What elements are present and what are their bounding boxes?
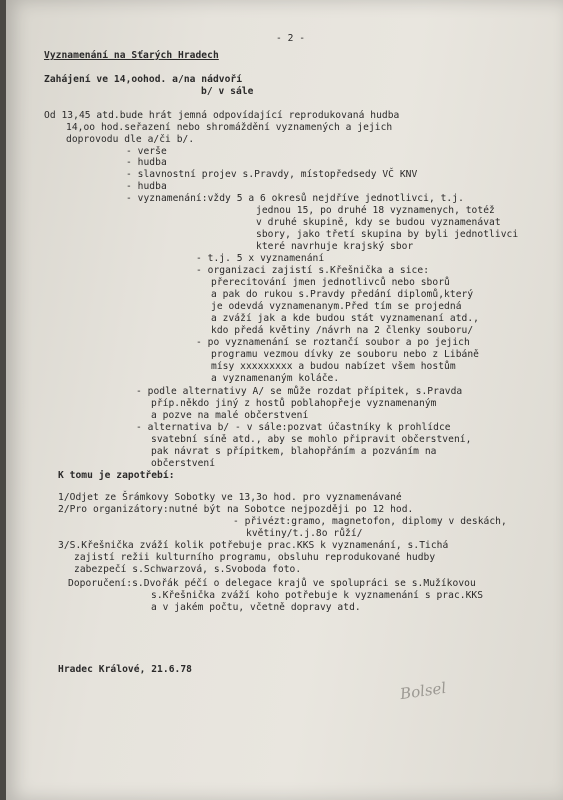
text-line: doprovodu dle a/či b/. [66, 134, 195, 145]
text-line: v druhé skupině, kdy se budou vyznamenávat [256, 217, 501, 228]
list-item: - organizaci zajistí s.Křešnička a sice: [196, 265, 430, 276]
list-item: - hudba [126, 157, 167, 168]
list-item: - po vyznamenání se roztančí soubor a po jejich [196, 337, 470, 348]
text-line: mísy xxxxxxxxx a budou nabízet všem hostům [211, 361, 456, 372]
text-line: a pak do rukou s.Pravdy předání diplomů,který [211, 289, 474, 300]
text-line: sbory, jako třetí skupina by byli jednotlivci [256, 229, 519, 240]
text-line: zajistí režii kulturního programu, obsluhu reprodukované hudby [74, 552, 436, 563]
numbered-item: 1/Odjet ze Šrámkovy Sobotky ve 13,3o hod. pro vyznamenávané [58, 492, 402, 503]
text-line: Od 13,45 atd.bude hrát jemná odpovídající reprodukovaná hudba [44, 110, 400, 121]
list-item: - podle alternativy A/ se může rozdat přípitek, s.Pravda [136, 386, 463, 397]
text-line: přerecitování jmen jednotlivců nebo sborů [211, 277, 450, 288]
text-line: občerstvení [151, 458, 216, 469]
signature: Bolsel [398, 678, 448, 704]
list-item: - t.j. 5 x vyznamenání [196, 253, 325, 264]
page-number: - 2 - [276, 33, 306, 44]
text-line: 14,oo hod.seřazení nebo shromáždění vyznamených a jejich [66, 122, 393, 133]
text-line: programu vezmou dívky ze souboru nebo z Libáně [211, 349, 479, 360]
text-line: příp.někdo jiný z hostů poblahopřeje vyznamenaným [151, 398, 437, 409]
numbered-item: 2/Pro organizátory:nutné být na Sobotce nejpozději po 12 hod. [58, 504, 414, 515]
text-line: a v jakém počtu, včetně dopravy atd. [151, 602, 361, 613]
list-item: - vyznamenání:vždy 5 a 6 okresů nejdříve jednotlivci, t.j. [126, 193, 464, 204]
text-line: a vyznamenaným koláče. [211, 373, 340, 384]
text-line: je odevdá vyznamenanym.Před tím se projedná [211, 301, 462, 312]
list-item: - hudba [126, 181, 167, 192]
list-item: - alternativa b/ - v sále:pozvat účastníky k prohlídce [136, 422, 451, 433]
text-line: kdo předá květiny /návrh na 2 členky souboru/ [211, 325, 474, 336]
text-line: květiny/t.j.8o růží/ [246, 528, 363, 539]
opening-line-2: b/ v sále [201, 86, 254, 97]
numbered-item: 3/S.Křešnička zváží kolik potřebuje prac.KKS k vyznamenání, s.Tichá [58, 540, 449, 551]
text-line: jednou 15, po druhé 18 vyznamenych, totéž [256, 205, 495, 216]
text-line: zabezpečí s.Schwarzová, s.Svoboda foto. [74, 564, 302, 575]
document-title: Vyznamenání na Sťarých Hradech [44, 50, 219, 61]
text-line: a pozve na malé občerstvení [151, 410, 309, 421]
list-item: - slavnostní projev s.Pravdy, místopředsedy VČ KNV [126, 169, 418, 180]
text-line: s.Křešnička zváží koho potřebuje k vyznamenání s prac.KKS [151, 590, 484, 601]
list-item: - verše [126, 146, 167, 157]
footer-place-date: Hradec Králové, 21.6.78 [58, 664, 192, 675]
opening-line-1: Zahájení ve 14,oohod. a/na nádvoří [44, 74, 243, 85]
recommendation-line: Doporučení:s.Dvořák péčí o delegace krajů ve spolupráci se s.Mužíkovou [68, 578, 476, 589]
document-page [6, 0, 563, 800]
text-line: a zváží jak a kde budou stát vyznamenaní atd., [211, 313, 479, 324]
text-line: pak návrat s přípitkem, blahopřáním a pozváním na [151, 446, 437, 457]
list-item: - přivézt:gramo, magnetofon, diplomy v deskách, [233, 516, 507, 527]
section-heading: K tomu je zapotřebí: [58, 470, 175, 481]
text-line: které navrhuje krajský sbor [256, 241, 414, 252]
text-line: svatební síně atd., aby se mohlo připravit občerstvení, [151, 434, 472, 445]
